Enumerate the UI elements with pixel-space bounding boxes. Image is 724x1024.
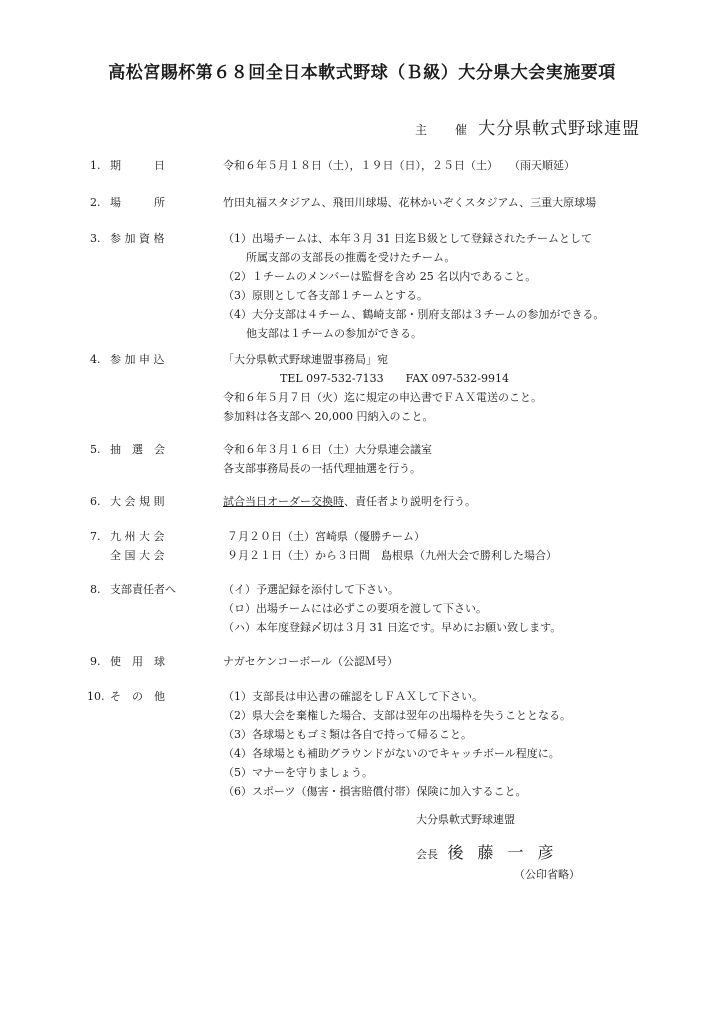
section-label: 参 加 資 格 [110, 232, 165, 245]
section-content [223, 492, 693, 511]
section-label: 使 用 球 [110, 655, 165, 668]
content-line: （イ）予選記録を添付して下さい。 [223, 583, 399, 596]
section-number: 3. [90, 232, 101, 245]
rules-text: 、責任者より説明を行う。 [344, 495, 476, 508]
underlined-text: 試合当日オーダー交換時 [223, 495, 344, 508]
section-number: 4. [90, 353, 101, 366]
content-line: （2）県大会を棄権した場合、支部は翌年の出場枠を失うこととなる。 [223, 709, 571, 722]
section-content [223, 687, 693, 801]
section-content [223, 229, 693, 343]
content-line: 「大分県軟式野球連盟事務局」宛 [223, 353, 388, 366]
section-content [223, 652, 693, 671]
signature-org: 大分県軟式野球連盟 [416, 813, 515, 826]
seal-note: （公印省略） [514, 868, 580, 881]
signature-title: 会長 [416, 848, 438, 861]
content-line: （3）各球場ともゴミ類は各自で持って帰ること。 [223, 728, 472, 741]
content-line: TEL 097-532-7133 FAX 097-532-9914 [280, 372, 509, 385]
content-line: （6）スポーツ（傷害・損害賠償付帯）保険に加入すること。 [223, 785, 527, 798]
section-number: 6. [90, 495, 101, 508]
content-line: ７月２０日（土）宮崎県（優勝チーム） [227, 530, 425, 543]
section-label: 支部責任者へ [110, 583, 176, 596]
organizer-name: 大分県軟式野球連盟 [478, 119, 641, 139]
section-label: 期 日 [110, 159, 165, 172]
document-title: 高松宮賜杯第６８回全日本軟式野球（Ｂ級）大分県大会実施要項 [108, 63, 616, 83]
section-number: 10. [87, 690, 105, 703]
content-line: （ハ）本年度登録〆切は３月 31 日迄です。早めにお願い致します。 [223, 621, 562, 634]
section-content [223, 193, 693, 212]
content-line: （5）マナーを守りましょう。 [223, 766, 373, 779]
content-line: 竹田丸福スタジアム、飛田川球場、花林かいぞくスタジアム、三重大原球場 [223, 196, 597, 209]
content-line: （3）原則として各支部１チームとする。 [223, 289, 428, 302]
section-number: 9. [90, 655, 101, 668]
organizer [415, 114, 640, 139]
content-line: （ロ）出場チームには必ずこの要項を渡して下さい。 [223, 602, 487, 615]
content-line: （1）出場チームは、本年３月 31 日迄Ｂ級として登録されたチームとして [223, 232, 592, 245]
section-number: 7. [90, 530, 101, 543]
signature-block [416, 840, 568, 863]
section-content [223, 440, 693, 478]
content-line: （4）各球場とも補助グラウンドがないのでキャッチボール程度に。 [223, 747, 560, 760]
content-line: （4）大分支部は４チーム、鶴崎支部・別府支部は３チームの参加ができる。 [223, 308, 605, 321]
section-label: 全 国 大 会 [110, 549, 165, 562]
section-label: 場 所 [110, 196, 165, 209]
organizer-label: 主 催 [415, 123, 476, 137]
content-line [223, 492, 693, 511]
section-number: 2. [90, 196, 101, 209]
section-label: 大 会 規 則 [110, 495, 165, 508]
section-label: 九 州 大 会 [110, 530, 165, 543]
content-line: 参加料は各支部へ 20,000 円納入のこと。 [223, 410, 434, 423]
content-line: （1）支部長は申込書の確認をしＦＡＸして下さい。 [223, 690, 483, 703]
signature-name: 後藤一彦 [447, 843, 568, 862]
content-line: 令和６年３月１６日（土）大分県連会議室 [223, 443, 432, 456]
content-line: 所属支部の支部長の推薦を受けたチーム。 [246, 251, 456, 264]
section-label: 参 加 申 込 [110, 353, 165, 366]
section-label: そ の 他 [110, 690, 165, 703]
section-content [223, 580, 693, 637]
content-line: ９月２１日（土）から３日間 島根県（九州大会で勝利した場合） [227, 549, 557, 562]
section-number: 5. [90, 443, 101, 456]
section-content [223, 350, 693, 426]
content-line: 各支部事務局長の一括代理抽選を行う。 [223, 462, 421, 475]
section-number: 1. [90, 159, 101, 172]
content-line: （2）１チームのメンバーは監督を含め 25 名以内であること。 [223, 270, 537, 283]
content-line: 令和６年５月１８日（土），１９日（日），２５日（土） （雨天順延） [223, 159, 575, 172]
section-content [223, 156, 693, 175]
section-label: 抽 選 会 [110, 443, 165, 456]
section-number: 8. [90, 583, 101, 596]
section-content [223, 527, 693, 565]
content-line: ナガセケンコーボール（公認Ｍ号） [223, 655, 399, 668]
content-line: 令和６年５月７日（火）迄に規定の申込書でＦＡＸ電送のこと。 [223, 391, 542, 404]
content-line: 他支部は１チームの参加ができる。 [246, 327, 422, 340]
